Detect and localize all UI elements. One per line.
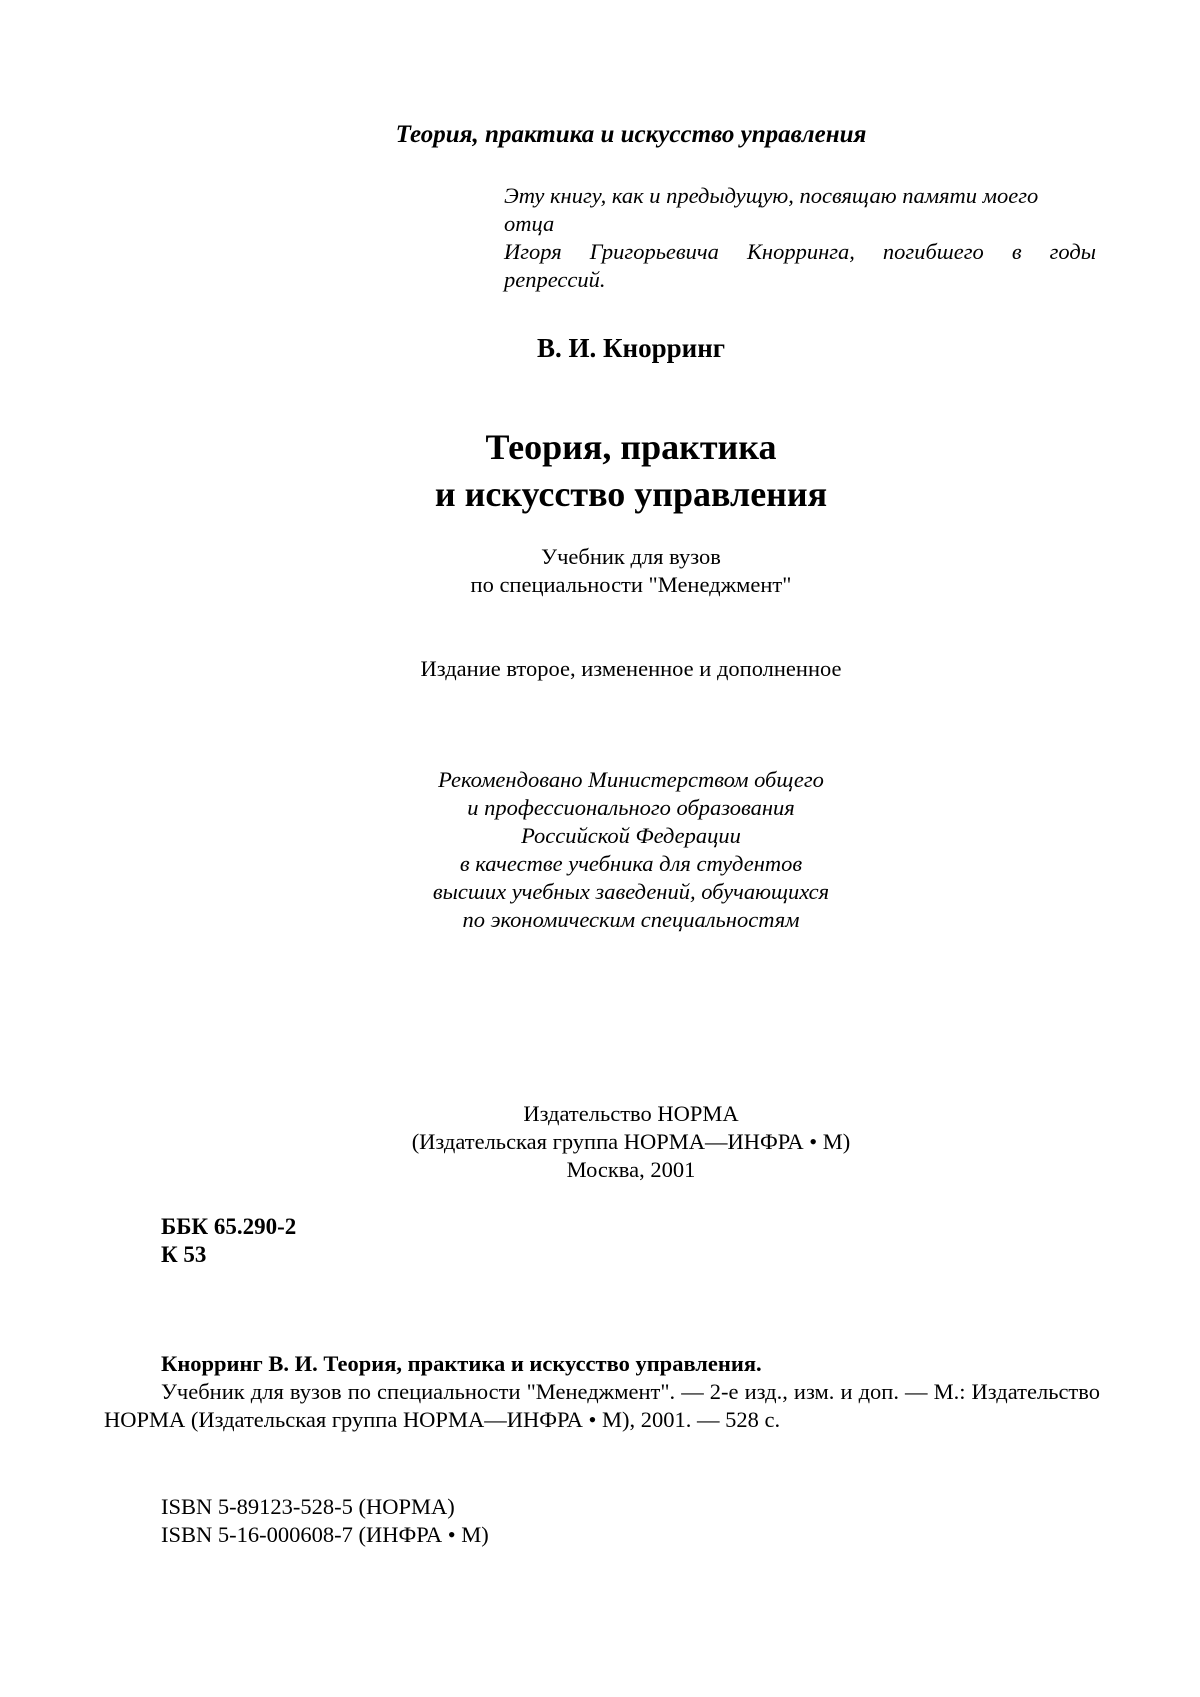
classification-codes (161, 1213, 296, 1269)
publisher-name: Издательство НОРМА (523, 1101, 739, 1126)
publisher-group: (Издательская группа НОРМА—ИНФРА • М) (411, 1129, 851, 1154)
bibliographic-description: Учебник для вузов по специальности "Менеджмент". — 2-е изд., изм. и доп. — М.: Издательство НОРМА (Издательская группа НОРМА—ИНФРА • М), 2001. — 528 с. (104, 1379, 1100, 1432)
book-subtitle (0, 543, 1200, 599)
book-title-line: Теория, практика (485, 427, 777, 467)
bibliographic-heading: Кнорринг В. И. Теория, практика и искусство управления. (161, 1351, 762, 1376)
author-name: В. И. Кнорринг (536, 333, 726, 363)
recommendation-line: в качестве учебника для студентов (459, 851, 803, 876)
isbn-block (161, 1493, 489, 1549)
recommendation-line: высших учебных заведений, обучающихся (432, 879, 830, 904)
publisher-block (0, 1100, 1200, 1184)
ministry-recommendation (0, 766, 1200, 934)
subtitle-line: по специальности "Менеджмент" (470, 572, 792, 597)
isbn-infra: ISBN 5-16-000608-7 (ИНФРА • М) (161, 1522, 489, 1547)
running-head: Теория, практика и искусство управления (395, 121, 867, 148)
edition-note: Издание второе, измененное и дополненное (420, 656, 842, 681)
publication-place-year: Москва, 2001 (566, 1157, 696, 1182)
dedication-line: отца (504, 211, 555, 236)
bibliographic-entry (104, 1350, 1100, 1434)
dedication-line: Эту книгу, как и предыдущую, посвящаю памяти моего (504, 183, 1039, 208)
bbk-code: ББК 65.290-2 (161, 1214, 297, 1239)
book-title (0, 424, 1200, 518)
recommendation-line: Рекомендовано Министерством общего (438, 767, 824, 792)
author-sign: К 53 (161, 1242, 207, 1267)
dedication (504, 182, 1096, 294)
recommendation-line: по экономическим специальностям (462, 907, 800, 932)
isbn-norma: ISBN 5-89123-528-5 (НОРМА) (161, 1494, 455, 1519)
dedication-line: репрессий. (504, 267, 606, 292)
recommendation-line: и профессионального образования (467, 795, 795, 820)
recommendation-line: Российской Федерации (521, 823, 741, 848)
dedication-line: Игоря Григорьевича Кнорринга, погибшего в годы (504, 239, 1096, 264)
subtitle-line: Учебник для вузов (541, 544, 721, 569)
book-title-line: и искусство управления (434, 474, 828, 514)
